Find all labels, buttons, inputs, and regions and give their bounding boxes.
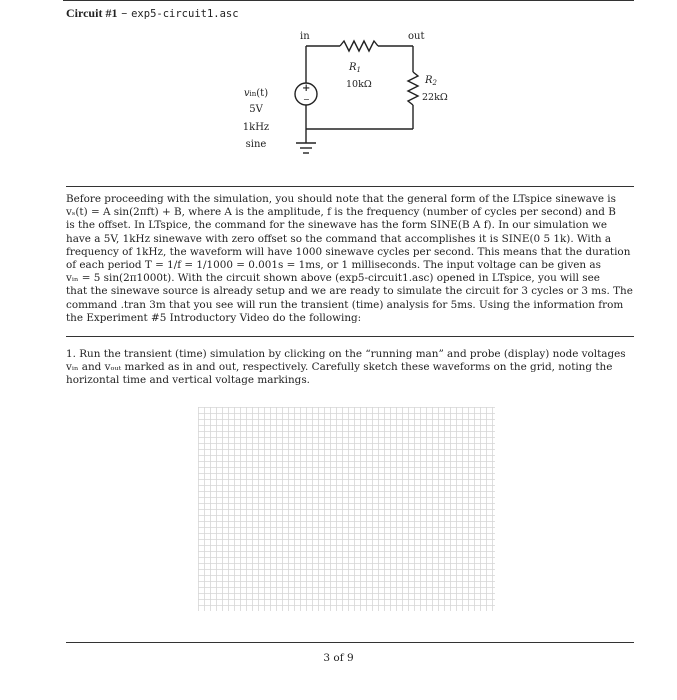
paragraph-line: that the sinewave source is already setup and we are ready to simulate the circuit for 3 cycles or 3 ms. The [66,285,633,298]
source-minus: − [303,95,310,104]
r2-name: $R_2$ [425,75,437,87]
circuit-heading [66,6,239,21]
page-number: 3 of 9 [323,652,354,664]
paragraph-line: Before proceeding with the simulation, you should note that the general form of the LTspice sinewave is [66,193,616,205]
top-rule [63,0,634,1]
paragraph-line: frequency of 1kHz, the waveform will have 1000 sinewave cycles per second. This means that the duration [66,245,631,258]
node-in-label: in [300,31,310,42]
ground-symbol [296,143,316,153]
r2-resistor [408,72,418,105]
r2-value: 22kΩ [422,92,448,103]
circuit-filename: exp5-circuit1.asc [131,8,239,20]
paragraph-line: the Experiment #5 Introductory Video do the following: [66,311,362,324]
paragraph-line: is the offset. In LTspice, the command for the sinewave has the form SINE(B A f). In our simulation we [66,219,608,232]
source-plus: + [302,83,311,94]
paragraph-line: of each period T = 1/f = 1/1000 = 0.001s = 1ms, or 1 milliseconds. The input voltage can be given as [66,259,601,272]
circuit-schematic [0,25,677,200]
paragraph-line: vₛ(t) = A sin(2πft) + B, where A is the amplitude, f is the frequency (number of cycles per second) and B [66,206,616,219]
source-label: vin(t) [243,88,269,99]
sketch-grid[interactable] [198,407,495,611]
paragraph-line: have a 5V, 1kHz sinewave with zero offset so the command that accomplishes it is SINE(0 5 1k). With a [66,232,612,245]
r1-value: 10kΩ [346,79,372,90]
paragraph-line: 1. Run the transient (time) simulation by clicking on the “running man” and probe (display) node voltages [66,348,626,360]
section-rule [66,186,634,187]
source-frequency: 1kHz [242,122,270,133]
source-amplitude: 5V [249,104,263,115]
node-out-label: out [408,31,425,42]
footer-rule [66,642,634,643]
paragraph-intro [66,193,634,325]
paragraph-line: horizontal time and vertical voltage markings. [66,374,310,387]
paragraph-line: command .tran 3m that you see will run the transient (time) analysis for 5ms. Using the information from [66,298,624,311]
r1-resistor [340,41,378,51]
heading-separator: – [121,6,128,20]
paragraph-line: vᵢₙ and vₒᵤₜ marked as in and out, respectively. Carefully sketch these waveforms on the grid, noting the [66,361,613,374]
source-type: sine [245,139,267,150]
r1-name: $R_1$ [349,62,361,74]
section-rule [66,336,634,337]
paragraph-line: vᵢₙ = 5 sin(2π1000t). With the circuit shown above (exp5-circuit1.asc) opened in LTspice, you will see [66,272,600,285]
circuit-label: Circuit #1 [66,6,118,20]
paragraph-task [66,348,634,388]
